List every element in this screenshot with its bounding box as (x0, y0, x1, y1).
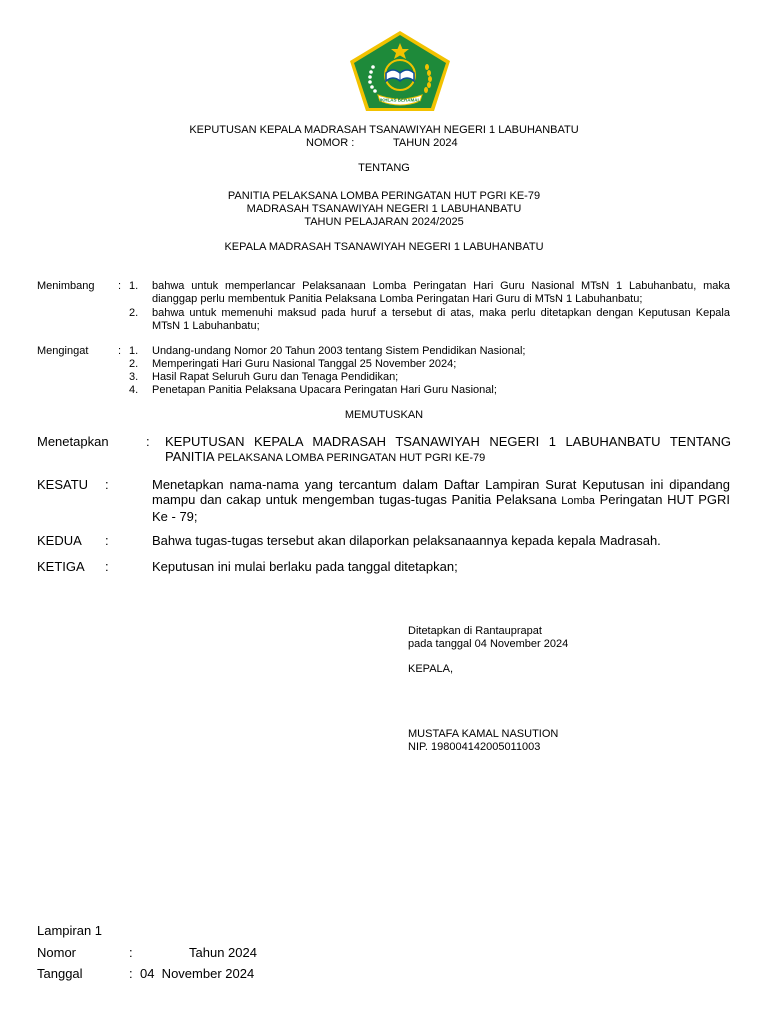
subject-line-1: PANITIA PELAKSANA LOMBA PERINGATAN HUT PGRI KE-79 (227, 190, 541, 202)
mengingat-colon: : (118, 345, 122, 357)
kesatu-colon: : (105, 477, 109, 492)
kedua-colon: : (105, 533, 109, 548)
kesatu-text-c: Peringatan HUT PGRI Ke - 79; (152, 492, 730, 524)
kedua-label: KEDUA (37, 533, 82, 548)
kesatu-text-b: Lomba (561, 495, 595, 507)
lampiran-tanggal-label: Tanggal (37, 966, 83, 981)
lampiran-title: Lampiran 1 (37, 923, 103, 938)
menimbang-text-2: bahwa untuk memenuhi maksud pada huruf a tersebut di atas, maka perlu ditetapkan dengan Keputusan Kepala MTsN 1 Labuhanbatu; (152, 307, 730, 332)
menimbang-label: Menimbang (37, 280, 95, 292)
subject-line-3: TAHUN PELAJARAN 2024/2025 (304, 216, 464, 228)
kesatu-text (152, 477, 730, 524)
signatory-name: MUSTAFA KAMAL NASUTION (408, 728, 559, 740)
mengingat-text-3: Hasil Rapat Seluruh Guru dan Tenaga Pendidikan; (152, 371, 399, 383)
menetapkan-panitia: PANITIA (165, 449, 214, 464)
ketiga-colon: : (105, 559, 109, 574)
mengingat-text-1: Undang-undang Nomor 20 Tahun 2003 tentang Sistem Pendidikan Nasional; (152, 345, 526, 357)
ketiga-text: Keputusan ini mulai berlaku pada tanggal ditetapkan; (152, 559, 458, 574)
kemenag-logo (346, 29, 454, 113)
signature-date: pada tanggal 04 November 2024 (408, 638, 569, 650)
svg-text:IKHLAS BERAMAL: IKHLAS BERAMAL (379, 97, 421, 103)
signature-title: KEPALA, (408, 663, 454, 675)
signatory-nip: NIP. 198004142005011003 (408, 741, 541, 753)
mengingat-num-3: 3. (129, 371, 139, 383)
menetapkan-line-2 (165, 449, 485, 466)
menimbang-colon: : (118, 280, 122, 292)
mengingat-num-2: 2. (129, 358, 139, 370)
mengingat-num-4: 4. (129, 384, 139, 396)
signature-place: Ditetapkan di Rantauprapat (408, 625, 542, 637)
menetapkan-line-1: KEPUTUSAN KEPALA MADRASAH TSANAWIYAH NEGERI 1 LABUHANBATU TENTANG (165, 434, 731, 449)
tentang-heading: TENTANG (358, 162, 410, 174)
kesatu-text-a: Menetapkan nama-nama yang tercantum dalam Daftar Lampiran Surat Keputusan ini dipandang mampu dan cakap untuk mengemban tugas-tugas Panitia Pelaksana (152, 477, 730, 507)
authority-heading: KEPALA MADRASAH TSANAWIYAH NEGERI 1 LABUHANBATU (224, 241, 544, 253)
nomor-label: NOMOR : (306, 137, 355, 149)
lampiran-nomor-colon: : (129, 945, 133, 960)
menimbang-num-1: 1. (129, 280, 139, 292)
menetapkan-label: Menetapkan (37, 434, 109, 449)
menetapkan-colon: : (146, 434, 150, 449)
nomor-year: TAHUN 2024 (393, 137, 458, 149)
kesatu-label: KESATU (37, 477, 89, 492)
lampiran-tanggal-value: 04 November 2024 (140, 966, 255, 981)
memutuskan-heading: MEMUTUSKAN (344, 409, 424, 421)
lampiran-nomor-value: Tahun 2024 (189, 945, 257, 960)
decree-title: KEPUTUSAN KEPALA MADRASAH TSANAWIYAH NEGERI 1 LABUHANBATU (189, 124, 579, 136)
mengingat-text-2: Memperingati Hari Guru Nasional Tanggal 25 November 2024; (152, 358, 457, 370)
ketiga-label: KETIGA (37, 559, 85, 574)
kedua-text: Bahwa tugas-tugas tersebut akan dilaporkan pelaksanaannya kepada kepala Madrasah. (152, 533, 661, 548)
mengingat-text-4: Penetapan Panitia Pelaksana Upacara Peringatan Hari Guru Nasional; (152, 384, 497, 396)
subject-line-2: MADRASAH TSANAWIYAH NEGERI 1 LABUHANBATU (246, 203, 522, 215)
menimbang-num-2: 2. (129, 307, 139, 319)
lampiran-tanggal-colon: : (129, 966, 133, 981)
menetapkan-subject: PELAKSANA LOMBA PERINGATAN HUT PGRI KE-79 (217, 452, 486, 464)
lampiran-nomor-label: Nomor (37, 945, 77, 960)
mengingat-label: Mengingat (37, 345, 89, 357)
menimbang-text-1: bahwa untuk memperlancar Pelaksanaan Lomba Peringatan Hari Guru Nasional MTsN 1 Labuhanbatu, maka dianggap perlu membentuk Panitia Pelaksana Lomba Peringatan Hari Guru di MTsN 1 Labuhanbatu; (152, 280, 730, 305)
mengingat-num-1: 1. (129, 345, 139, 357)
